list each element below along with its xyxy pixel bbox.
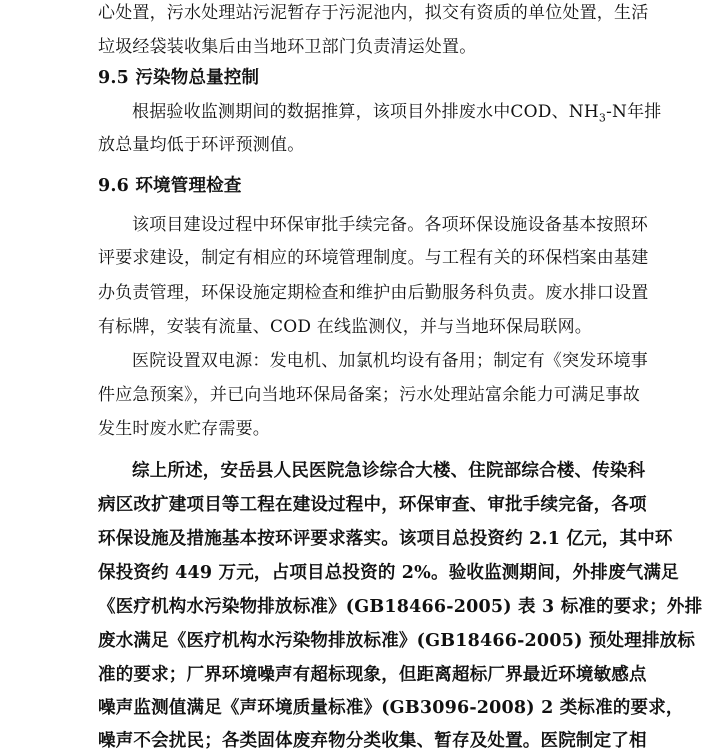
summary-line-5: 《医疗机构水污染物排放标准》(GB18466-2005) 表 3 标准的要求；外排 bbox=[98, 597, 703, 617]
summary-line-6: 废水满足《医疗机构水污染物排放标准》(GB18466-2005) 预处理排放标 bbox=[98, 631, 696, 651]
section-heading-9-5: 9.5 污染物总量控制 bbox=[98, 68, 260, 88]
section-9-5-line-1-text: 根据验收监测期间的数据推算，该项目外排废水中COD、NH bbox=[132, 102, 599, 122]
summary-line-2: 病区改扩建项目等工程在建设过程中，环保审查、审批手续完备，各项 bbox=[98, 495, 647, 515]
section-9-5-line-2: 放总量均低于环评预测值。 bbox=[98, 135, 305, 155]
section-9-6-p1-line-3: 办负责管理，环保设施定期检查和维护由后勤服务科负责。废水排口设置 bbox=[98, 283, 649, 303]
summary-line-7: 准的要求；厂界环境噪声有超标现象，但距离超标厂界最近环境敏感点 bbox=[98, 665, 647, 685]
section-9-6-p1-line-4: 有标牌，安装有流量、COD 在线监测仪，并与当地环保局联网。 bbox=[98, 317, 592, 337]
section-9-5-line-1 bbox=[132, 102, 672, 125]
section-9-6-p2-line-3: 发生时废水贮存需要。 bbox=[98, 419, 270, 439]
section-9-6-p1-line-2: 评要求建设，制定有相应的环境管理制度。与工程有关的环保档案由基建 bbox=[98, 248, 649, 268]
summary-line-1: 综上所述，安岳县人民医院急诊综合大楼、住院部综合楼、传染科 bbox=[132, 461, 646, 481]
summary-line-4: 保投资约 449 万元，占项目总投资的 2%。验收监测期间，外排废气满足 bbox=[98, 563, 679, 583]
summary-line-3: 环保设施及措施基本按环评要求落实。该项目总投资约 2.1 亿元，其中环 bbox=[98, 529, 673, 549]
section-9-5-line-1-tail: -N年排 bbox=[606, 102, 662, 122]
section-9-6-p1-line-1: 该项目建设过程中环保审批手续完备。各项环保设施设备基本按照环 bbox=[132, 215, 648, 235]
section-heading-9-6: 9.6 环境管理检查 bbox=[98, 176, 242, 196]
section-9-5-subscript: 3 bbox=[598, 111, 607, 125]
summary-line-9: 噪声不会扰民；各类固体废弃物分类收集、暂存及处置。医院制定了相 bbox=[98, 731, 647, 751]
section-9-6-p2-line-2: 件应急预案》，并已向当地环保局备案；污水处理站富余能力可满足事故 bbox=[98, 385, 640, 405]
intro-line-1: 心处置，污水处理站污泥暂存于污泥池内，拟交有资质的单位处置，生活 bbox=[98, 3, 649, 23]
section-9-6-p2-line-1: 医院设置双电源：发电机、加氯机均设有备用；制定有《突发环境事 bbox=[132, 351, 648, 371]
summary-line-8: 噪声监测值满足《声环境质量标准》(GB3096-2008) 2 类标准的要求， bbox=[98, 698, 684, 718]
intro-line-2: 垃圾经袋装收集后由当地环卫部门负责清运处置。 bbox=[98, 37, 477, 57]
